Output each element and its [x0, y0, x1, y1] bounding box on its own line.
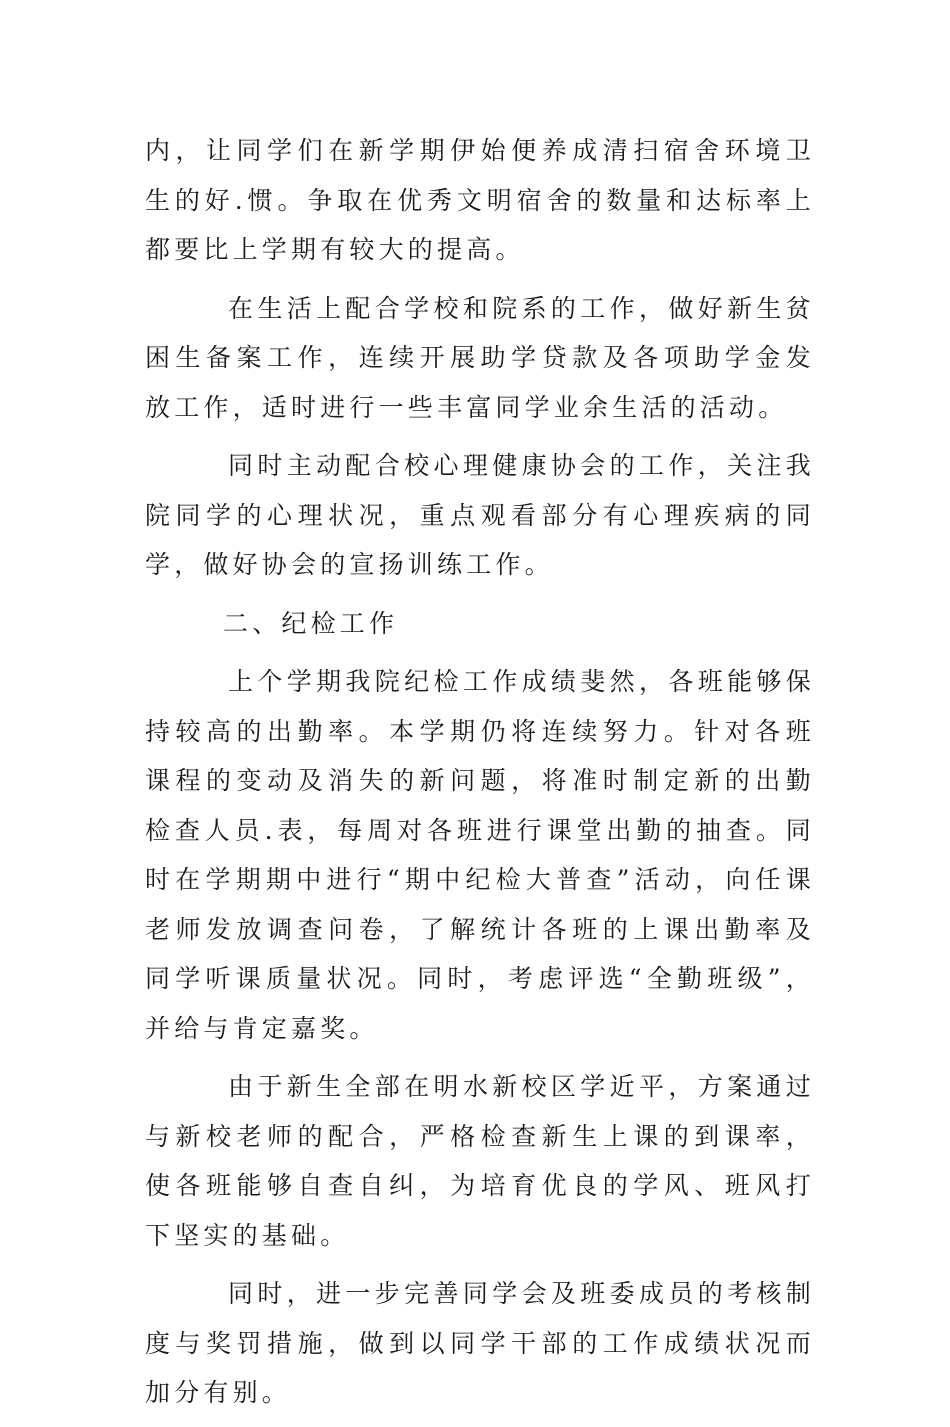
paragraph-student-life: 在生活上配合学校和院系的工作，做好新生贫困生备案工作，连续开展助学贷款及各项助学金发放工作，适时进行一些丰富同学业余生活的活动。	[145, 293, 815, 422]
document-body	[145, 126, 815, 1427]
paragraph-assessment-system: 同时，进一步完善同学会及班委成员的考核制度与奖罚措施，做到以同学干部的工作成绩状况而加分有别。	[145, 1279, 815, 1407]
paragraph-mental-health: 同时主动配合校心理健康协会的工作，关注我院同学的心理状况，重点观看部分有心理疾病的同学，做好协会的宣扬训练工作。	[145, 451, 815, 579]
paragraph-attendance-check: 上个学期我院纪检工作成绩斐然，各班能够保持较高的出勤率。本学期仍将连续努力。针对各班课程的变动及消失的新问题，将准时制定新的出勤检查人员.表，每周对各班进行课堂出勤的抽查。同时在学期期中进行“期中纪检大普查”活动，向任课老师发放调查问卷，了解统计各班的上课出勤率及同学听课质量状况。同时，考虑评选“全勤班级”，并给与肯定嘉奖。	[145, 667, 815, 1043]
paragraph-dorm-hygiene: 内，让同学们在新学期伊始便养成清扫宿舍环境卫生的好.惯。争取在优秀文明宿舍的数量和达标率上都要比上学期有较大的提高。	[145, 136, 815, 264]
paragraph-new-campus: 由于新生全部在明水新校区学近平，方案通过与新校老师的配合，严格检查新生上课的到课率，使各班能够自查自纠，为培育优良的学风、班风打下坚实的基础。	[145, 1072, 815, 1250]
section-heading-discipline: 二、纪检工作	[223, 608, 399, 638]
